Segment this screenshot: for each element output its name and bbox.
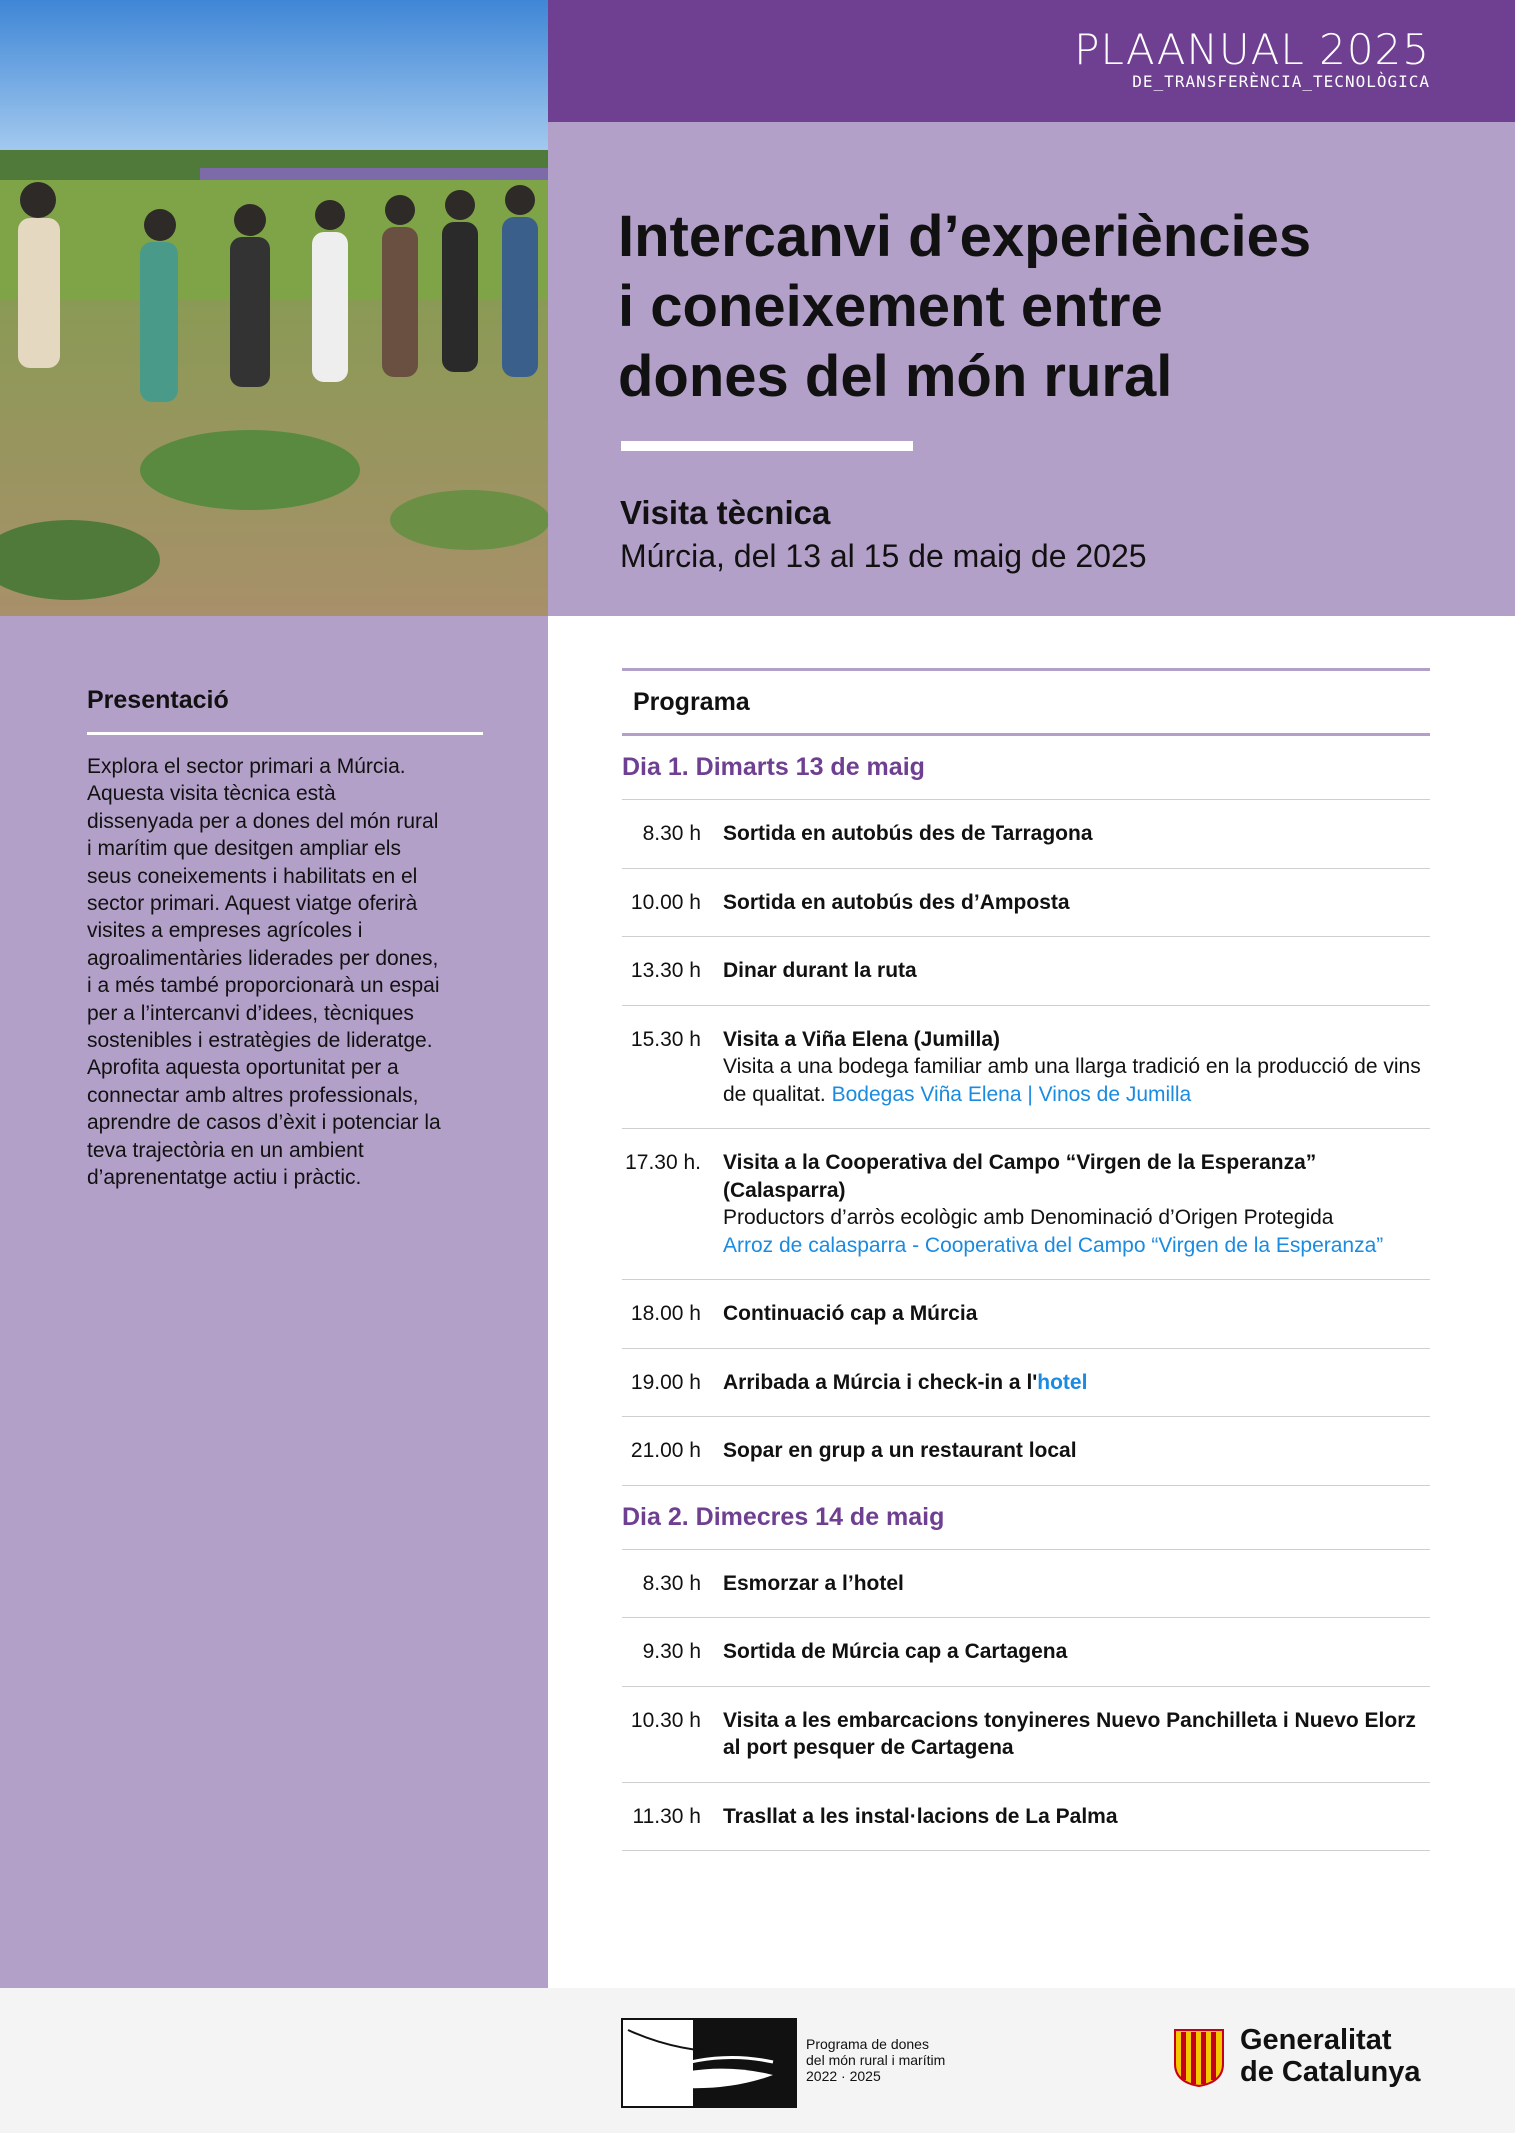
event-time: 8.30 h: [642, 822, 701, 845]
generalitat-name: [1240, 2024, 1421, 2088]
event-row: [622, 1417, 1430, 1486]
event-time: 18.00 h: [630, 1302, 701, 1325]
event-row: [622, 1349, 1430, 1418]
program-caption-line: del món rural i marítim: [806, 2052, 946, 2068]
event-time: 13.30 h: [630, 959, 701, 982]
page-title: [618, 202, 1458, 412]
event-row: [622, 1550, 1430, 1619]
event-time: 21.00 h: [630, 1439, 701, 1462]
event-row: [622, 1280, 1430, 1349]
presentation-text: Explora el sector primari a Múrcia. Aquesta visita tècnica està dissenyada per a dones del món rural i marítim que desitgen ampliar els seus coneixements i habilitats en el sector primari. Aquest viatge oferirà visites a empreses agrícoles i agroalimentàries liderades per dones, i a més també proporcionarà un espai per a l’intercanvi d’idees, tècniques sostenibles i estratègies de lideratge. Aprofita aquesta oportunitat per a connectar amb altres professionals, aprendre de casos d’èxit i potenciar la teva trajectòria en un ambient d’aprenentatge actiu i pràctic.: [87, 755, 441, 1190]
generalitat-emblem-icon: [1173, 2028, 1225, 2088]
event-row: [622, 1006, 1430, 1130]
brand-sub: DE_TRANSFERÈNCIA_TECNOLÒGICA: [1132, 72, 1430, 91]
event-time: 8.30 h: [642, 1571, 701, 1595]
event-desc: Productors d’arròs ecològic amb Denominació d’Origen Protegida: [723, 1206, 1334, 1229]
event-title: Sopar en grup a un restaurant local: [723, 1439, 1077, 1462]
event-title: Arribada a Múrcia i check-in a l': [723, 1370, 1038, 1394]
program-heading: Programa: [633, 688, 750, 716]
presentation-divider: [87, 732, 483, 735]
brand-logo: [1074, 25, 1430, 92]
event-time: 15.30 h: [630, 1027, 701, 1051]
event-title: Trasllat a les instal·lacions de La Palma: [723, 1804, 1118, 1828]
title-divider: [621, 441, 913, 451]
event-row: [622, 937, 1430, 1006]
event-time: 10.00 h: [630, 890, 701, 914]
event-row: [622, 1618, 1430, 1687]
generalitat-line: Generalitat: [1240, 2024, 1392, 2056]
presentation-panel: [0, 616, 548, 1988]
top-bar: [548, 0, 1515, 122]
program-caption-line: Programa de dones: [806, 2036, 929, 2052]
program-logo: [621, 2018, 797, 2108]
event-desc: Visita a una bodega familiar amb una llarga tradició en la producció de vins de qualitat.: [723, 1055, 1421, 1106]
program-caption-line: 2022 · 2025: [806, 2068, 881, 2084]
event-time: 9.30 h: [642, 1640, 701, 1663]
event-title: Sortida de Múrcia cap a Cartagena: [723, 1640, 1068, 1663]
program: [622, 668, 1430, 1851]
generalitat-line: de Catalunya: [1240, 2056, 1421, 2088]
footer: [0, 1988, 1515, 2133]
dateline: Múrcia, del 13 al 15 de maig de 2025: [620, 538, 1147, 574]
event-row: [622, 869, 1430, 938]
event-link[interactable]: Arroz de calasparra - Cooperativa del Campo “Virgen de la Esperanza”: [723, 1233, 1384, 1257]
event-row: [622, 1783, 1430, 1852]
event-row: [622, 1129, 1430, 1280]
brand-main: PLAANUAL 2025: [1074, 25, 1430, 74]
program-caption: [806, 2036, 945, 2084]
event-title: Esmorzar a l’hotel: [723, 1571, 904, 1595]
day-heading: Dia 2. Dimecres 14 de maig: [622, 1486, 1430, 1550]
event-title: Visita a les embarcacions tonyineres Nuevo Panchilleta i Nuevo Elorz al port pesquer de Cartagena: [723, 1708, 1416, 1759]
event-link[interactable]: Bodegas Viña Elena | Vinos de Jumilla: [831, 1082, 1192, 1106]
event-row: [622, 1687, 1430, 1783]
hero-panel: [548, 122, 1515, 616]
event-title: Visita a Viña Elena (Jumilla): [723, 1027, 1001, 1051]
title-line: i coneixement entre: [618, 274, 1163, 339]
title-line: Intercanvi d’experiències: [618, 204, 1312, 269]
event-title: Continuació cap a Múrcia: [723, 1302, 978, 1325]
hotel-link[interactable]: hotel: [1037, 1370, 1088, 1394]
event-time: 10.30 h: [630, 1708, 701, 1732]
subtitle: Visita tècnica: [620, 494, 831, 531]
title-line: dones del món rural: [618, 344, 1173, 409]
day-heading: Dia 1. Dimarts 13 de maig: [622, 736, 1430, 800]
event-time: 19.00 h: [630, 1370, 701, 1394]
hero-photo: [0, 0, 548, 616]
presentation-heading: Presentació: [87, 686, 229, 714]
event-title: Sortida en autobús des de Tarragona: [723, 822, 1093, 845]
event-time: 17.30 h.: [625, 1151, 701, 1174]
event-title: Visita a la Cooperativa del Campo “Virgen de la Esperanza” (Calasparra): [723, 1151, 1317, 1202]
event-time: 11.30 h: [632, 1804, 701, 1828]
event-row: [622, 800, 1430, 869]
event-title: Sortida en autobús des d’Amposta: [723, 890, 1070, 914]
event-title: Dinar durant la ruta: [723, 959, 917, 982]
